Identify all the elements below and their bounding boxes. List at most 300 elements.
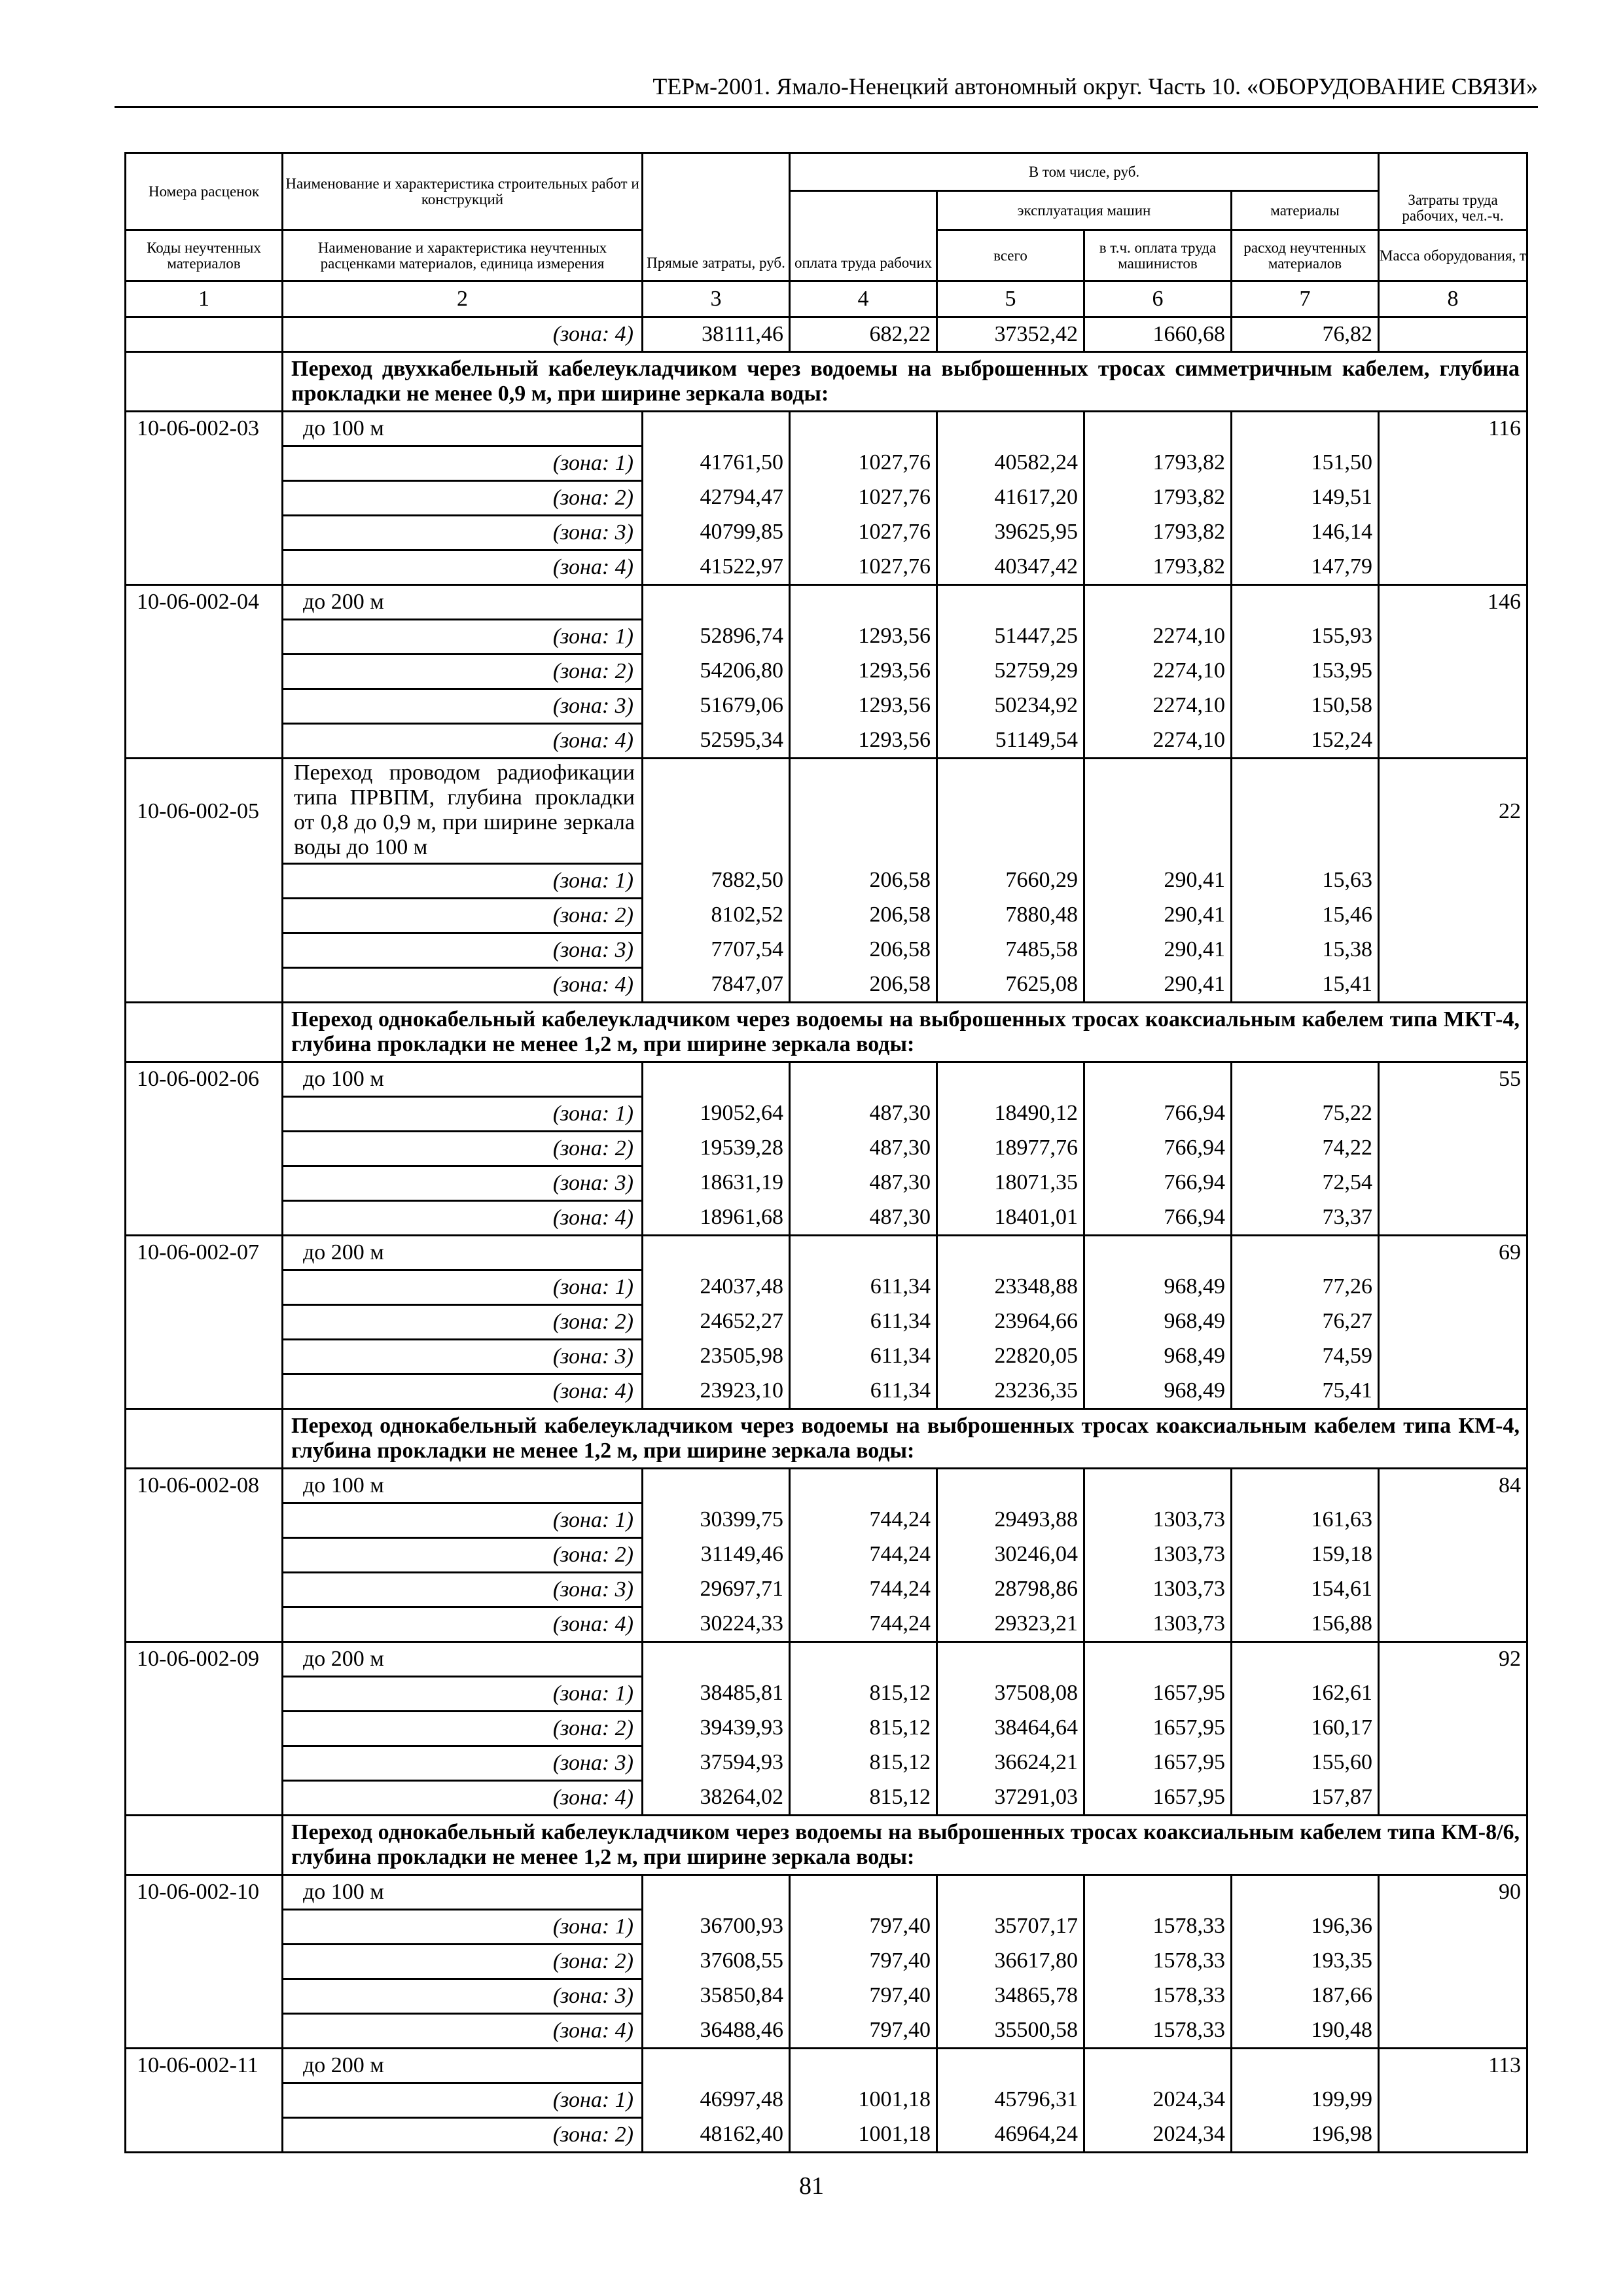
zone-label: (зона: 1) xyxy=(283,1270,643,1305)
labor-costs: 22 xyxy=(1379,759,1527,864)
labor-costs-cell xyxy=(1379,1677,1527,1712)
materials-consumption: 190,48 xyxy=(1232,2014,1379,2049)
direct-costs: 24652,27 xyxy=(643,1305,790,1340)
machine-total: 37291,03 xyxy=(937,1781,1084,1816)
labor-costs-cell xyxy=(1379,481,1527,516)
zone-row xyxy=(126,1097,1527,1132)
machine-total: 37352,42 xyxy=(937,317,1084,352)
value-cell xyxy=(643,1236,790,1270)
labor-costs-cell xyxy=(1379,1340,1527,1374)
labor-costs-cell xyxy=(1379,1538,1527,1573)
direct-costs: 52595,34 xyxy=(643,724,790,759)
zone-label: (зона: 1) xyxy=(283,620,643,655)
machinists-pay: 968,49 xyxy=(1084,1270,1232,1305)
machinists-pay: 1578,33 xyxy=(1084,1979,1232,2014)
machinists-pay: 1660,68 xyxy=(1084,317,1232,352)
labor-pay: 815,12 xyxy=(790,1781,937,1816)
value-cell xyxy=(1232,1875,1379,1910)
direct-costs: 7847,07 xyxy=(643,968,790,1003)
machine-total: 18490,12 xyxy=(937,1097,1084,1132)
rate-code-cell xyxy=(126,2118,283,2153)
value-cell xyxy=(1084,1469,1232,1503)
value-cell xyxy=(790,759,937,864)
zone-row xyxy=(126,317,1527,352)
section-row xyxy=(126,1816,1527,1875)
zone-row xyxy=(126,933,1527,968)
header-labor-costs: Затраты труда рабочих, чел.-ч. xyxy=(1379,153,1527,230)
direct-costs: 38485,81 xyxy=(643,1677,790,1712)
machinists-pay: 766,94 xyxy=(1084,1097,1232,1132)
direct-costs: 23923,10 xyxy=(643,1374,790,1409)
rate-code-cell xyxy=(126,1374,283,1409)
value-cell xyxy=(643,2049,790,2083)
value-cell xyxy=(643,1062,790,1097)
value-cell xyxy=(937,1062,1084,1097)
labor-costs: 84 xyxy=(1379,1469,1527,1503)
labor-costs-cell xyxy=(1379,1503,1527,1538)
materials-consumption: 73,37 xyxy=(1232,1201,1379,1236)
rate-code-cell xyxy=(126,1503,283,1538)
machine-total: 36617,80 xyxy=(937,1945,1084,1979)
labor-costs-cell xyxy=(1379,1781,1527,1816)
rate-code-cell xyxy=(126,1166,283,1201)
value-cell xyxy=(1232,1642,1379,1677)
labor-costs-cell xyxy=(1379,724,1527,759)
zone-label: (зона: 2) xyxy=(283,1712,643,1746)
value-cell xyxy=(790,2049,937,2083)
rate-row xyxy=(126,759,1527,864)
direct-costs: 37594,93 xyxy=(643,1746,790,1781)
materials-consumption: 149,51 xyxy=(1232,481,1379,516)
rate-code-cell xyxy=(126,1340,283,1374)
rate-code-cell xyxy=(126,1910,283,1945)
direct-costs: 52896,74 xyxy=(643,620,790,655)
col-number: 4 xyxy=(790,281,937,317)
zone-row xyxy=(126,1374,1527,1409)
machinists-pay: 968,49 xyxy=(1084,1340,1232,1374)
machinists-pay: 1657,95 xyxy=(1084,1746,1232,1781)
machinists-pay: 2274,10 xyxy=(1084,689,1232,724)
section-code-cell xyxy=(126,1816,283,1875)
rate-code-cell xyxy=(126,968,283,1003)
labor-pay: 744,24 xyxy=(790,1573,937,1607)
machinists-pay: 2274,10 xyxy=(1084,655,1232,689)
value-cell xyxy=(1084,1062,1232,1097)
col-number: 8 xyxy=(1379,281,1527,317)
value-cell xyxy=(937,1469,1084,1503)
labor-pay: 1001,18 xyxy=(790,2083,937,2118)
machine-total: 28798,86 xyxy=(937,1573,1084,1607)
value-cell xyxy=(790,1642,937,1677)
labor-costs: 116 xyxy=(1379,412,1527,446)
rates-table xyxy=(124,152,1528,2153)
rate-code-cell xyxy=(126,933,283,968)
machinists-pay: 290,41 xyxy=(1084,864,1232,899)
machine-total: 18071,35 xyxy=(937,1166,1084,1201)
header-rate-number: Номера расценок xyxy=(126,153,283,230)
labor-pay: 1001,18 xyxy=(790,2118,937,2153)
materials-consumption: 187,66 xyxy=(1232,1979,1379,2014)
labor-pay: 611,34 xyxy=(790,1374,937,1409)
col-number: 3 xyxy=(643,281,790,317)
value-cell xyxy=(1232,412,1379,446)
machine-total: 46964,24 xyxy=(937,2118,1084,2153)
labor-costs-cell xyxy=(1379,655,1527,689)
rate-code: 10-06-002-06 xyxy=(126,1062,283,1097)
col-number: 2 xyxy=(283,281,643,317)
zone-label: (зона: 3) xyxy=(283,516,643,550)
direct-costs: 7707,54 xyxy=(643,933,790,968)
labor-costs-cell xyxy=(1379,446,1527,481)
materials-consumption: 151,50 xyxy=(1232,446,1379,481)
zone-row xyxy=(126,1607,1527,1642)
machinists-pay: 1657,95 xyxy=(1084,1712,1232,1746)
labor-pay: 797,40 xyxy=(790,1910,937,1945)
rate-code-cell xyxy=(126,481,283,516)
header-machine-operation: эксплуатация машин xyxy=(937,191,1232,230)
value-cell xyxy=(937,1642,1084,1677)
value-cell xyxy=(1084,1642,1232,1677)
rate-code-cell xyxy=(126,620,283,655)
labor-costs: 113 xyxy=(1379,2049,1527,2083)
labor-pay: 744,24 xyxy=(790,1607,937,1642)
value-cell xyxy=(790,1469,937,1503)
zone-label: (зона: 2) xyxy=(283,2118,643,2153)
labor-costs-cell xyxy=(1379,516,1527,550)
zone-label: (зона: 1) xyxy=(283,864,643,899)
rate-row xyxy=(126,1642,1527,1677)
materials-consumption: 15,38 xyxy=(1232,933,1379,968)
zone-row xyxy=(126,1781,1527,1816)
rate-code-cell xyxy=(126,1712,283,1746)
labor-costs-cell xyxy=(1379,620,1527,655)
value-cell xyxy=(790,1875,937,1910)
machine-total: 29323,21 xyxy=(937,1607,1084,1642)
materials-consumption: 15,41 xyxy=(1232,968,1379,1003)
rate-code-cell xyxy=(126,1781,283,1816)
value-cell xyxy=(1084,1875,1232,1910)
materials-consumption: 152,24 xyxy=(1232,724,1379,759)
rate-code-cell xyxy=(126,1132,283,1166)
zone-label: (зона: 4) xyxy=(283,2014,643,2049)
machine-total: 52759,29 xyxy=(937,655,1084,689)
value-cell xyxy=(643,585,790,620)
header-total: всего xyxy=(937,230,1084,281)
zone-row xyxy=(126,655,1527,689)
labor-costs-cell xyxy=(1379,1270,1527,1305)
labor-costs-cell xyxy=(1379,968,1527,1003)
labor-pay: 1293,56 xyxy=(790,655,937,689)
machine-total: 40347,42 xyxy=(937,550,1084,585)
materials-consumption: 156,88 xyxy=(1232,1607,1379,1642)
direct-costs: 36488,46 xyxy=(643,2014,790,2049)
labor-pay: 797,40 xyxy=(790,1945,937,1979)
direct-costs: 18961,68 xyxy=(643,1201,790,1236)
labor-pay: 487,30 xyxy=(790,1201,937,1236)
materials-consumption: 15,63 xyxy=(1232,864,1379,899)
rate-code: 10-06-002-03 xyxy=(126,412,283,446)
machine-total: 7485,58 xyxy=(937,933,1084,968)
zone-label: (зона: 2) xyxy=(283,899,643,933)
direct-costs: 7882,50 xyxy=(643,864,790,899)
rate-row xyxy=(126,1236,1527,1270)
zone-row xyxy=(126,516,1527,550)
zone-label: (зона: 3) xyxy=(283,1340,643,1374)
labor-costs-cell xyxy=(1379,2014,1527,2049)
materials-consumption: 153,95 xyxy=(1232,655,1379,689)
rate-code-cell xyxy=(126,1607,283,1642)
zone-label: (зона: 2) xyxy=(283,481,643,516)
zone-row xyxy=(126,1340,1527,1374)
direct-costs: 19539,28 xyxy=(643,1132,790,1166)
labor-pay: 206,58 xyxy=(790,899,937,933)
machinists-pay: 1578,33 xyxy=(1084,2014,1232,2049)
labor-costs-cell xyxy=(1379,1374,1527,1409)
materials-consumption: 74,59 xyxy=(1232,1340,1379,1374)
value-cell xyxy=(1232,759,1379,864)
rate-description: до 200 м xyxy=(283,585,643,620)
zone-row xyxy=(126,1573,1527,1607)
value-cell xyxy=(1084,585,1232,620)
zone-label: (зона: 2) xyxy=(283,655,643,689)
rate-code-cell xyxy=(126,1270,283,1305)
rate-code-cell xyxy=(126,1097,283,1132)
machine-total: 40582,24 xyxy=(937,446,1084,481)
zone-label: (зона: 2) xyxy=(283,1305,643,1340)
header-codes-materials: Коды неучтенных материалов xyxy=(126,230,283,281)
zone-row xyxy=(126,2118,1527,2153)
materials-consumption: 155,60 xyxy=(1232,1746,1379,1781)
rate-row xyxy=(126,1062,1527,1097)
zone-label: (зона: 3) xyxy=(283,933,643,968)
zone-label: (зона: 4) xyxy=(283,1201,643,1236)
zone-label: (зона: 3) xyxy=(283,1979,643,2014)
zone-row xyxy=(126,1945,1527,1979)
table-body xyxy=(126,317,1527,2153)
zone-label: (зона: 4) xyxy=(283,550,643,585)
machinists-pay: 1303,73 xyxy=(1084,1607,1232,1642)
materials-consumption: 77,26 xyxy=(1232,1270,1379,1305)
rate-description: до 100 м xyxy=(283,412,643,446)
labor-costs-cell xyxy=(1379,1979,1527,2014)
section-code-cell xyxy=(126,1003,283,1062)
materials-consumption: 146,14 xyxy=(1232,516,1379,550)
rate-row xyxy=(126,412,1527,446)
zone-label: (зона: 3) xyxy=(283,689,643,724)
materials-consumption: 75,41 xyxy=(1232,1374,1379,1409)
section-title: Переход однокабельный кабелеукладчиком через водоемы на выброшенных тросах коаксиальным кабелем типа МКТ-4, глубина прокладки не менее 1,2 м, при ширине зеркала воды: xyxy=(283,1003,1527,1062)
zone-row xyxy=(126,1201,1527,1236)
col-number: 7 xyxy=(1232,281,1379,317)
machine-total: 51447,25 xyxy=(937,620,1084,655)
rate-code: 10-06-002-11 xyxy=(126,2049,283,2083)
zone-row xyxy=(126,1979,1527,2014)
labor-costs-cell xyxy=(1379,1166,1527,1201)
machinists-pay: 1793,82 xyxy=(1084,516,1232,550)
value-cell xyxy=(1232,2049,1379,2083)
machine-total: 7880,48 xyxy=(937,899,1084,933)
section-title: Переход однокабельный кабелеукладчиком через водоемы на выброшенных тросах коаксиальным кабелем типа КМ-8/6, глубина прокладки не менее 1,2 м, при ширине зеркала воды: xyxy=(283,1816,1527,1875)
labor-costs-cell xyxy=(1379,1945,1527,1979)
direct-costs: 18631,19 xyxy=(643,1166,790,1201)
machine-total: 23964,66 xyxy=(937,1305,1084,1340)
header-labor-pay: оплата труда рабочих xyxy=(790,191,937,281)
direct-costs: 24037,48 xyxy=(643,1270,790,1305)
machine-total: 18401,01 xyxy=(937,1201,1084,1236)
header-name-work: Наименование и характеристика строительных работ и конструкций xyxy=(283,153,643,230)
machinists-pay: 766,94 xyxy=(1084,1166,1232,1201)
labor-pay: 1293,56 xyxy=(790,689,937,724)
labor-costs-cell xyxy=(1379,317,1527,352)
zone-row xyxy=(126,899,1527,933)
rate-code-cell xyxy=(126,1677,283,1712)
labor-pay: 1293,56 xyxy=(790,620,937,655)
value-cell xyxy=(1084,2049,1232,2083)
machinists-pay: 1303,73 xyxy=(1084,1573,1232,1607)
machine-total: 23236,35 xyxy=(937,1374,1084,1409)
zone-row xyxy=(126,1910,1527,1945)
materials-consumption: 76,27 xyxy=(1232,1305,1379,1340)
materials-consumption: 75,22 xyxy=(1232,1097,1379,1132)
machinists-pay: 1578,33 xyxy=(1084,1910,1232,1945)
value-cell xyxy=(937,759,1084,864)
machinists-pay: 766,94 xyxy=(1084,1132,1232,1166)
header-equipment-mass: Масса оборудования, т xyxy=(1379,230,1527,281)
machinists-pay: 1303,73 xyxy=(1084,1503,1232,1538)
machinists-pay: 290,41 xyxy=(1084,933,1232,968)
labor-costs: 90 xyxy=(1379,1875,1527,1910)
value-cell xyxy=(1232,585,1379,620)
zone-row xyxy=(126,1503,1527,1538)
zone-label: (зона: 2) xyxy=(283,1538,643,1573)
rate-description: до 100 м xyxy=(283,1875,643,1910)
zone-label: (зона: 1) xyxy=(283,1503,643,1538)
labor-costs-cell xyxy=(1379,1097,1527,1132)
zone-label: (зона: 4) xyxy=(283,968,643,1003)
materials-consumption: 196,36 xyxy=(1232,1910,1379,1945)
machinists-pay: 2274,10 xyxy=(1084,620,1232,655)
labor-costs-cell xyxy=(1379,899,1527,933)
rate-code: 10-06-002-08 xyxy=(126,1469,283,1503)
direct-costs: 36700,93 xyxy=(643,1910,790,1945)
materials-consumption: 199,99 xyxy=(1232,2083,1379,2118)
value-cell xyxy=(937,2049,1084,2083)
header-machinists-pay: в т.ч. оплата труда машинистов xyxy=(1084,230,1232,281)
labor-pay: 206,58 xyxy=(790,968,937,1003)
rate-code: 10-06-002-04 xyxy=(126,585,283,620)
labor-costs: 55 xyxy=(1379,1062,1527,1097)
rate-row xyxy=(126,1469,1527,1503)
rate-code-cell xyxy=(126,864,283,899)
value-cell xyxy=(790,412,937,446)
value-cell xyxy=(1084,412,1232,446)
materials-consumption: 147,79 xyxy=(1232,550,1379,585)
machine-total: 7625,08 xyxy=(937,968,1084,1003)
zone-row xyxy=(126,1712,1527,1746)
machinists-pay: 290,41 xyxy=(1084,968,1232,1003)
zone-row xyxy=(126,620,1527,655)
labor-costs-cell xyxy=(1379,1132,1527,1166)
labor-pay: 487,30 xyxy=(790,1132,937,1166)
zone-row xyxy=(126,724,1527,759)
zone-label: (зона: 1) xyxy=(283,1097,643,1132)
labor-costs: 146 xyxy=(1379,585,1527,620)
labor-costs-cell xyxy=(1379,2083,1527,2118)
labor-pay: 611,34 xyxy=(790,1305,937,1340)
rate-code-cell xyxy=(126,899,283,933)
zone-label: (зона: 1) xyxy=(283,1910,643,1945)
value-cell xyxy=(790,1236,937,1270)
machine-total: 45796,31 xyxy=(937,2083,1084,2118)
direct-costs: 39439,93 xyxy=(643,1712,790,1746)
rate-description: до 200 м xyxy=(283,2049,643,2083)
materials-consumption: 150,58 xyxy=(1232,689,1379,724)
zone-row xyxy=(126,864,1527,899)
labor-pay: 815,12 xyxy=(790,1677,937,1712)
labor-pay: 487,30 xyxy=(790,1166,937,1201)
col-number: 5 xyxy=(937,281,1084,317)
rate-code-cell xyxy=(126,655,283,689)
machinists-pay: 766,94 xyxy=(1084,1201,1232,1236)
labor-pay: 1027,76 xyxy=(790,481,937,516)
zone-row xyxy=(126,968,1527,1003)
page-number: 81 xyxy=(799,2172,824,2200)
zone-row xyxy=(126,1132,1527,1166)
labor-pay: 206,58 xyxy=(790,933,937,968)
section-title: Переход двухкабельный кабелеукладчиком через водоемы на выброшенных тросах симметричным кабелем, глубина прокладки не менее 0,9 м, при ширине зеркала воды: xyxy=(283,352,1527,412)
labor-costs-cell xyxy=(1379,1573,1527,1607)
machinists-pay: 968,49 xyxy=(1084,1305,1232,1340)
value-cell xyxy=(790,1062,937,1097)
direct-costs: 41761,50 xyxy=(643,446,790,481)
section-code-cell xyxy=(126,352,283,412)
direct-costs: 29697,71 xyxy=(643,1573,790,1607)
page-header xyxy=(115,72,1538,108)
zone-label: (зона: 4) xyxy=(283,724,643,759)
rate-code-cell xyxy=(126,1979,283,2014)
machinists-pay: 968,49 xyxy=(1084,1374,1232,1409)
machine-total: 41617,20 xyxy=(937,481,1084,516)
materials-consumption: 159,18 xyxy=(1232,1538,1379,1573)
labor-costs-cell xyxy=(1379,550,1527,585)
labor-pay: 744,24 xyxy=(790,1538,937,1573)
zone-label: (зона: 2) xyxy=(283,1132,643,1166)
direct-costs: 30224,33 xyxy=(643,1607,790,1642)
direct-costs: 37608,55 xyxy=(643,1945,790,1979)
labor-costs-cell xyxy=(1379,1712,1527,1746)
rate-row xyxy=(126,585,1527,620)
labor-pay: 1027,76 xyxy=(790,516,937,550)
rate-code-cell xyxy=(126,689,283,724)
machinists-pay: 1578,33 xyxy=(1084,1945,1232,1979)
direct-costs: 31149,46 xyxy=(643,1538,790,1573)
value-cell xyxy=(937,412,1084,446)
materials-consumption: 160,17 xyxy=(1232,1712,1379,1746)
machinists-pay: 1793,82 xyxy=(1084,481,1232,516)
materials-consumption: 76,82 xyxy=(1232,317,1379,352)
rate-code-cell xyxy=(126,2014,283,2049)
materials-consumption: 161,63 xyxy=(1232,1503,1379,1538)
labor-costs-cell xyxy=(1379,864,1527,899)
zone-row xyxy=(126,2014,1527,2049)
section-code-cell xyxy=(126,1409,283,1469)
header-including: В том числе, руб. xyxy=(790,153,1379,191)
direct-costs: 19052,64 xyxy=(643,1097,790,1132)
rate-code-cell xyxy=(126,1573,283,1607)
direct-costs: 8102,52 xyxy=(643,899,790,933)
direct-costs: 38111,46 xyxy=(643,317,790,352)
section-row xyxy=(126,1003,1527,1062)
